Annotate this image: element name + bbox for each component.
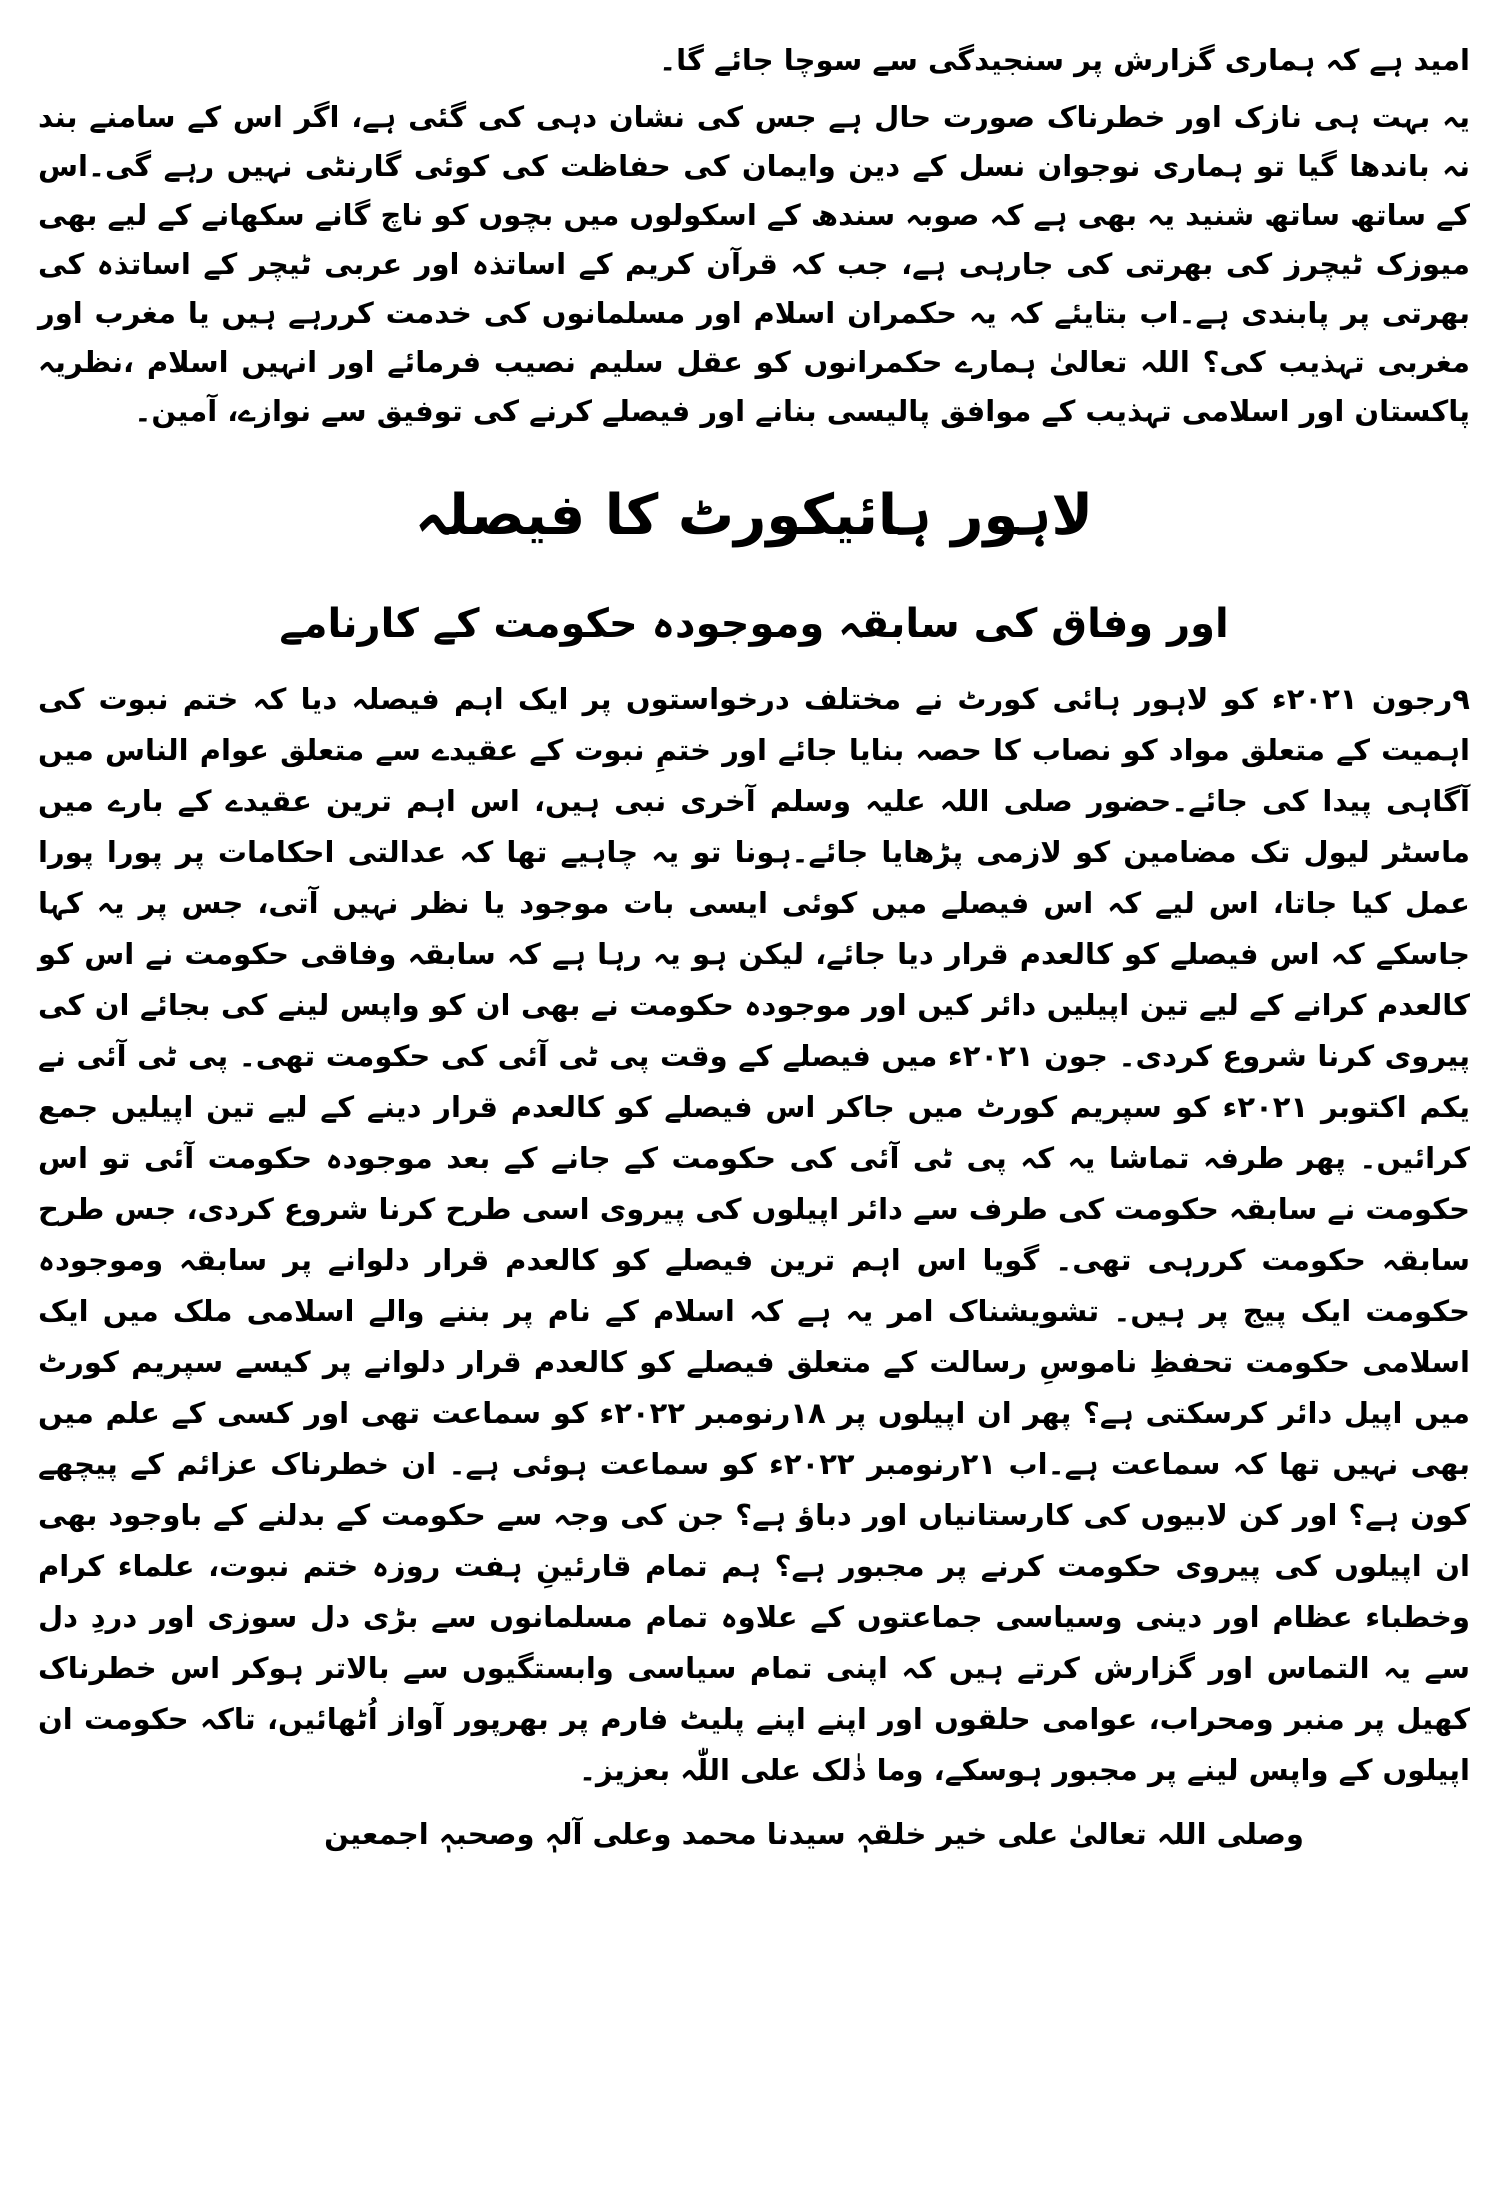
article-body: ۹رجون ۲۰۲۱ء کو لاہور ہائی کورٹ نے مختلف درخواستوں پر ایک اہم فیصلہ دیا کہ ختم نبوت کی اہمیت کے متعلق مواد کو نصاب کا حصہ بنایا جائے اور ختمِ نبوت کے عقیدے سے متعلق عوام الناس میں آگاہی پیدا کی جائے۔حضور صلی اللہ علیہ وسلم آخری نبی ہیں، اس اہم ترین عقیدے کے بارے میں ماسٹر لیول تک مضامین کو لازمی پڑھایا جائے۔ہونا تو یہ چاہیے تھا کہ عدالتی احکامات پر پورا پورا عمل کیا جاتا، اس لیے کہ اس فیصلے میں کوئی ایسی بات موجود یا نظر نہیں آتی، جس پر یہ کہا جاسکے کہ اس فیصلے کو کالعدم قرار دیا جائے، لیکن ہو یہ رہا ہے کہ سابقہ وفاقی حکومت نے اس کو کالعدم کرانے کے لیے تین اپیلیں دائر کیں اور موجودہ حکومت نے بھی ان کو واپس لینے کی بجائے ان کی پیروی کرنا شروع کردی۔ جون ۲۰۲۱ء میں فیصلے کے وقت پی ٹی آئی کی حکومت تھی۔ پی ٹی آئی نے یکم اکتوبر ۲۰۲۱ء کو سپریم کورٹ میں جاکر اس فیصلے کو کالعدم قرار دینے کے لیے تین اپیلیں جمع کرائیں۔ پھر طرفہ تماشا یہ کہ پی ٹی آئی کی حکومت کے جانے کے بعد موجودہ حکومت آئی تو اس حکومت نے سابقہ حکومت کی طرف سے دائر اپیلوں کی پیروی اسی طرح کرنا شروع کردی، جس طرح سابقہ حکومت کررہی تھی۔ گویا اس اہم ترین فیصلے کو کالعدم قرار دلوانے پر سابقہ وموجودہ حکومت ایک پیج پر ہیں۔ تشویشناک امر یہ ہے کہ اسلام کے نام پر بننے والے اسلامی ملک میں ایک اسلامی حکومت تحفظِ ناموسِ رسالت کے متعلق فیصلے کو کالعدم قرار دلوانے پر کیسے سپریم کورٹ میں اپیل دائر کرسکتی ہے؟ پھر ان اپیلوں پر ۱۸رنومبر ۲۰۲۲ء کو سماعت تھی اور کسی کے علم میں بھی نہیں تھا کہ سماعت ہے۔اب ۲۱رنومبر ۲۰۲۲ء کو سماعت ہوئی ہے۔ ان خطرناک عزائم کے پیچھے کون ہے؟ اور کن لابیوں کی کارستانیاں اور دباؤ ہے؟ جن کی وجہ سے حکومت کے بدلنے کے باوجود بھی ان اپیلوں کی پیروی حکومت کرنے پر مجبور ہے؟ ہم تمام قارئینِ ہفت روزہ ختم نبوت، علماء کرام وخطباء عظام اور دینی وسیاسی جماعتوں کے علاوہ تمام مسلمانوں سے بڑی دل سوزی اور دردِ دل سے یہ التماس اور گزارش کرتے ہیں کہ اپنی تمام سیاسی وابستگیوں سے بالاتر ہوکر اس خطرناک کھیل پر منبر ومحراب، عوامی حلقوں اور اپنے اپنے پلیٹ فارم پر بھرپور آواز اُٹھائیں، تاکہ حکومت ان اپیلوں کے واپس لینے پر مجبور ہوسکے، وما ذٰلک علی اللّٰہ بعزیز۔ [38,682,1471,1787]
intro-paragraph: یہ بہت ہی نازک اور خطرناک صورت حال ہے جس کی نشان دہی کی گئی ہے، اگر اس کے سامنے بند نہ باندھا گیا تو ہماری نوجوان نسل کے دین وایمان کی حفاظت کی کوئی گارنٹی نہیں رہے گی۔اس کے ساتھ ساتھ شنید یہ بھی ہے کہ صوبہ سندھ کے اسکولوں میں بچوں کو ناچ گانے سکھانے کے لیے بھی میوزک ٹیچرز کی بھرتی کی جارہی ہے، جب کہ قرآن کریم کے اساتذہ اور عربی ٹیچر کے اساتذہ کی بھرتی پر پابندی ہے۔اب بتایئے کہ یہ حکمران اسلام اور مسلمانوں کی خدمت کررہے ہیں یا مغرب اور مغربی تہذیب کی؟ اللہ تعالیٰ ہمارے حکمرانوں کو عقل سلیم نصیب فرمائے اور انہیں اسلام ،نظریہ پاکستان اور اسلامی تہذیب کے موافق پالیسی بنانے اور فیصلے کرنے کی توفیق سے نوازے، آمین۔ [38,100,1470,428]
closing-prayer: وصلی اللہ تعالیٰ علی خیر خلقہٖ سیدنا محمد وعلی آلہٖ وصحبہٖ اجمعین [324,1817,1304,1851]
article-subtitle: اور وفاق کی سابقہ وموجودہ حکومت کے کارنامے [279,601,1229,647]
intro-closing-line: امید ہے کہ ہماری گزارش پر سنجیدگی سے سوچا جائے گا۔ [659,43,1470,77]
article-title: لاہور ہائیکورٹ کا فیصلہ [414,483,1094,548]
